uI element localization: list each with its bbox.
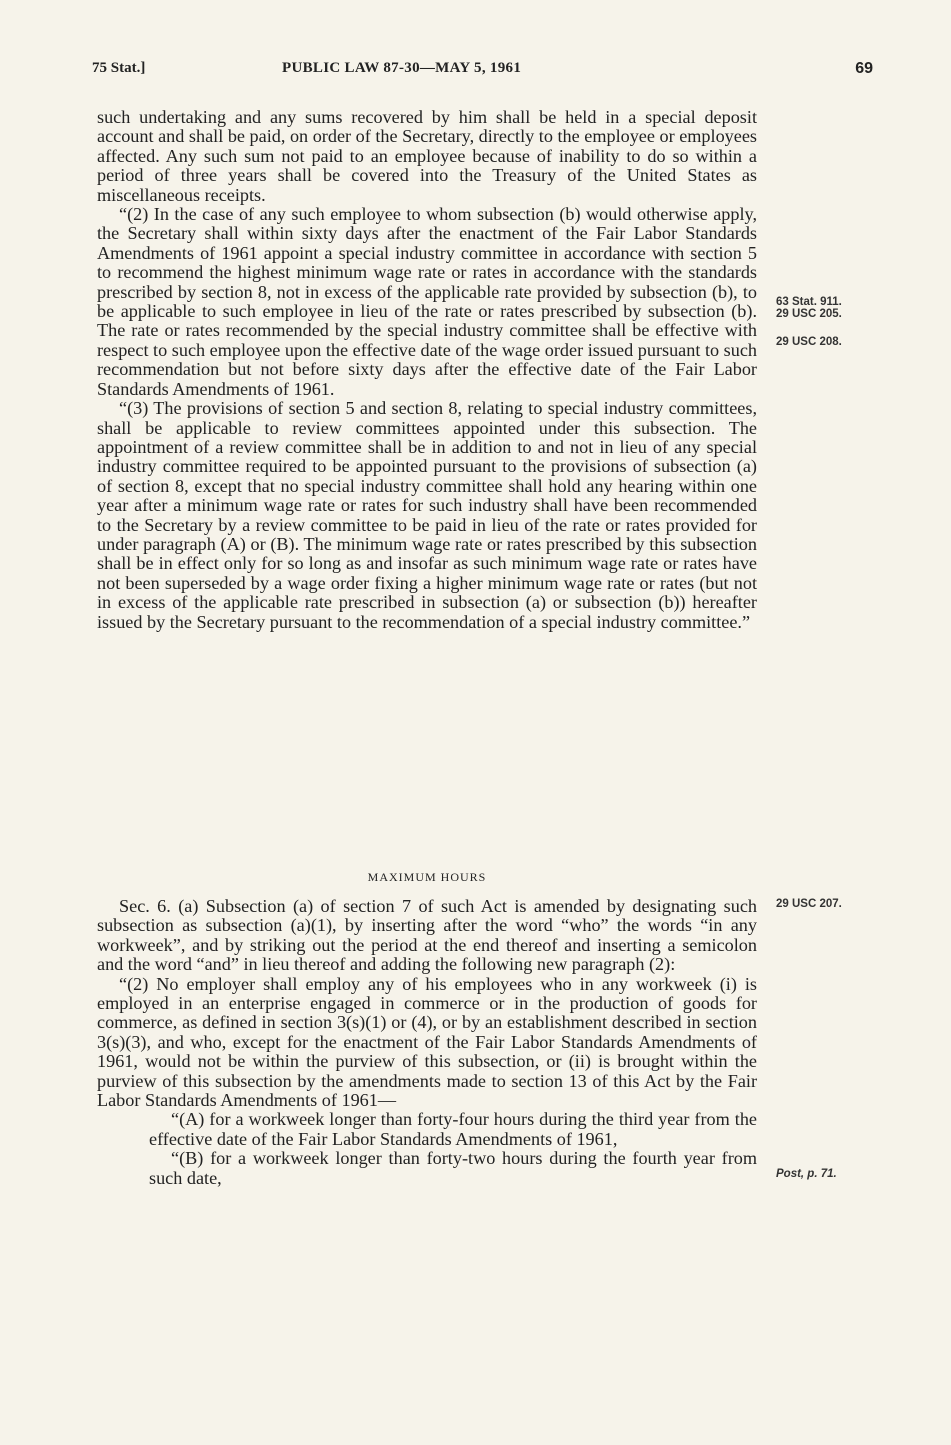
statute-volume: 75 Stat.] [92,60,146,76]
margin-note-line: 29 USC 205. [776,308,842,320]
subparagraph-a: “(A) for a workweek longer than forty-four hours during the third year from the effective date of the Fair Labor Standards Amendments of 1961, [149,1109,757,1149]
running-title: PUBLIC LAW 87-30—MAY 5, 1961 [282,60,522,76]
section-heading: MAXIMUM HOURS [367,870,487,884]
section-6-paragraph: Sec. 6. (a) Subsection (a) of section 7 of such Act is amended by designating such subsection as subsection (a)(1), by inserting after the word “who” the words “in any workweek”, and by striking out the period at the end thereof and inserting a semicolon and the word “and” in lieu thereof and adding the following new paragraph (2): [97,896,757,975]
text-block-upper [97,108,757,632]
page-header [92,60,877,84]
paragraph-continuation: such undertaking and any sums recovered by him shall be held in a special deposit account and shall be paid, on order of the Secretary, directly to the employee or employees affected. Any such sum not paid to an employee because of inability to do so within a period of three years shall be covered into the Treasury of the United States as miscellaneous receipts. [97,107,757,205]
page-number: 69 [855,60,873,77]
paragraph-2: “(2) In the case of any such employee to whom subsection (b) would otherwise apply, the Secretary shall within sixty days after the enactment of the Fair Labor Standards Amendments of 1961 appoint a special industry committee in accordance with section 5 to recommend the highest minimum wage rate or rates in accordance with the standards prescribed by section 8, not in excess of the applicable rate provided by subsection (b), to be applicable to such employee in lieu of the rate or rates prescribed by subsection (b). The rate or rates recommended by the special industry committee shall be effective with respect to such employee upon the effective date of the wage order issued pursuant to such recommendation but not before sixty days after the effective date of the Fair Labor Standards Amendments of 1961. [97,204,757,399]
margin-note-citation-2: 29 USC 208. [776,336,842,348]
paragraph-2-maximum-hours: “(2) No employer shall employ any of his employees who in any workweek (i) is employed in an enterprise engaged in commerce or in the production of goods for commerce, as defined in section 3(s)(1) or (4), or by an establishment described in section 3(s)(3), and who, except for the enactment of the Fair Labor Standards Amendments of 1961, would not be within the purview of this subsection, or (ii) is brought within the purview of this subsection by the amendments made to section 13 of this Act by the Fair Labor Standards Amendments of 1961— [97,973,757,1111]
paragraph-3: “(3) The provisions of section 5 and section 8, relating to special industry committees, shall be applicable to review committees appointed under this subsection. The appointment of a review committee shall be in addition to and not in lieu of any special industry committee required to be appointed pursuant to the provisions of subsection (a) of section 8, except that no special industry committee shall hold any hearing within one year after a minimum wage rate or rates for such industry shall have been recommended to the Secretary by a review committee to be paid in lieu of the rate or rates provided for under paragraph (A) or (B). The minimum wage rate or rates prescribed by this subsection shall be in effect only for so long as and insofar as such minimum wage rate or rates have not been superseded by a wage order fixing a higher minimum wage rate or rates (but not in excess of the applicable rate prescribed in subsection (a) or subsection (b)) hereafter issued by the Secretary pursuant to the recommendation of a special industry committee.” [97,398,757,632]
margin-note-citation-3: 29 USC 207. [776,898,842,910]
margin-note-citation-1 [776,296,842,320]
margin-note-citation-4: Post, p. 71. [776,1168,837,1180]
text-block-lower [97,897,757,1188]
margin-note-line: 63 Stat. 911. [776,296,842,308]
subparagraph-b: “(B) for a workweek longer than forty-two hours during the fourth year from such date, [149,1148,757,1188]
